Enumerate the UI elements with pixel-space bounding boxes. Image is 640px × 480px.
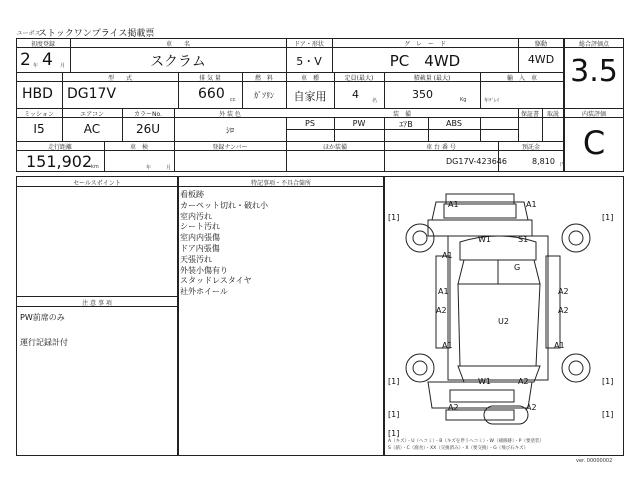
damage-mark: G [514, 263, 521, 272]
equipment-label: 装 備 [392, 111, 411, 118]
damage-mark: U2 [498, 317, 509, 326]
load-unit: Kg [460, 97, 467, 103]
import-note: 年ﾃﾞﾚｲ [484, 98, 500, 104]
note-item: スタッドレスタイヤ [180, 276, 252, 286]
damage-mark: A1 [526, 200, 537, 209]
sales-point-label: セールスポイント [73, 180, 121, 187]
note-item: 室内内張傷 [180, 233, 220, 243]
car-damage-diagram [384, 176, 624, 456]
capacity-label: 定員(最大) [344, 75, 374, 82]
legend-line: A（キズ）・U（ヘコミ）・B（キズを伴うヘコミ）・W（補修跡）・P（要塗装） [388, 439, 544, 444]
interior-score: C [582, 124, 606, 162]
damage-mark: S1 [518, 235, 529, 244]
damage-mark: A1 [554, 341, 565, 350]
interior-eval-label: 内装評価 [581, 111, 606, 118]
caution-item: 運行記録計付 [20, 338, 68, 347]
caution-label: 注 意 事 項 [82, 300, 112, 307]
special-notes-label: 特記事項・不具合箇所 [250, 180, 311, 187]
note-item: シート汚れ [180, 222, 220, 232]
car-name: スクラム [150, 54, 206, 70]
tire-mark: [1] [602, 410, 614, 419]
chassis-no: DG17V-423646 [446, 157, 507, 166]
recycle-fee: 8,810 [532, 157, 555, 166]
recycle-unit: 円 [560, 162, 566, 168]
car-type: 自家用 [293, 90, 327, 103]
manual-label: 取説 [546, 111, 559, 118]
month-unit: 月 [60, 63, 66, 69]
note-item: 社外ホイール [180, 287, 228, 297]
reg-number-label: 登録ナンバー [212, 144, 248, 151]
equipment-ps: PS [305, 119, 315, 128]
displacement-unit: cc [230, 97, 236, 103]
legend-line: S（錆）・C（腐食）・XX（交換済み）・X（要交換）・G（飛び石キズ） [388, 446, 529, 451]
first-reg-label: 初度登録 [30, 41, 55, 48]
tire-mark: [1] [388, 377, 400, 386]
inspection-year-unit: 年 [146, 165, 152, 171]
drive-label: 駆動 [534, 41, 547, 48]
damage-mark: A1 [438, 287, 449, 296]
door-shape-label: ドア・形状 [294, 41, 324, 48]
note-item: 天張汚れ [180, 254, 212, 264]
load: 350 [412, 88, 433, 101]
tire-mark: [1] [388, 429, 400, 438]
name-label: 車 名 [165, 41, 190, 48]
reg-month: 4 [42, 50, 53, 70]
model-code: DG17V [67, 86, 117, 102]
fuel-label: 燃 料 [254, 75, 273, 82]
model: HBD [22, 86, 53, 102]
mileage-unit: km [91, 164, 99, 170]
tire-mark: [1] [388, 213, 400, 222]
model-label: 型 式 [107, 75, 132, 82]
damage-mark: A2 [436, 306, 447, 315]
tire-mark: [1] [602, 377, 614, 386]
damage-mark: A2 [448, 403, 459, 412]
tire-mark: [1] [388, 410, 400, 419]
damage-mark: A2 [558, 287, 569, 296]
year-unit: 年 [33, 63, 39, 69]
reg-year: 2 [20, 50, 31, 70]
logo: ユーポス [16, 30, 41, 37]
drive: 4WD [527, 53, 555, 66]
mission-label: ミッション [24, 111, 54, 118]
mission: I5 [33, 122, 45, 136]
equipment-airbag: ｴｱB [399, 120, 413, 129]
grade: PC 4WD [389, 52, 461, 70]
aircon: AC [83, 122, 101, 136]
exterior-color: ｼﾛ [226, 126, 234, 135]
note-item: 室内汚れ [180, 211, 212, 221]
chassis-no-label: 車 台 番 号 [426, 144, 456, 151]
damage-mark: A2 [558, 306, 569, 315]
overall-score: 3.5 [570, 54, 618, 89]
capacity-unit: 名 [372, 98, 378, 104]
load-label: 積載量 (最大) [413, 75, 451, 82]
aircon-label: エアコン [80, 111, 104, 118]
grade-label: グ レ ー ド [403, 41, 446, 48]
insurance-label: 保証書 [520, 111, 539, 118]
damage-mark: W1 [478, 377, 491, 386]
inspection-month-unit: 月 [166, 165, 172, 171]
note-item: 外装小傷有り [180, 265, 228, 275]
equipment-abs: ABS [446, 119, 462, 128]
damage-mark: A1 [442, 341, 453, 350]
page-title: ストックワンプライス掲載票 [38, 29, 155, 39]
car-type-label: 車 種 [300, 75, 319, 82]
other-equipment-label: ほか装備 [322, 144, 347, 151]
note-item: ドア内張傷 [180, 243, 220, 253]
capacity: 4 [352, 88, 359, 101]
displacement: 660 [198, 86, 225, 102]
damage-mark: A1 [448, 200, 459, 209]
inspection-label: 車 検 [129, 144, 148, 151]
equipment-pw: PW [352, 119, 366, 128]
note-item: 看板跡 [180, 190, 204, 199]
tire-mark: [1] [602, 213, 614, 222]
damage-mark: W1 [478, 235, 491, 244]
overall-eval-label: 総合評価点 [578, 41, 609, 48]
mileage: 151,902 [26, 152, 93, 171]
mileage-label: 走行距離 [47, 144, 72, 151]
note-item: カーペット切れ・破れ小 [180, 200, 268, 210]
damage-mark: A1 [442, 251, 453, 260]
recycle-label: 預託金 [521, 144, 540, 151]
caution-item: PW前席のみ [20, 313, 65, 322]
import-label: 輸 入 車 [506, 75, 537, 82]
damage-mark: A2 [518, 377, 529, 386]
special-notes-list [180, 190, 268, 298]
color-no: 26U [135, 122, 161, 136]
exterior-color-label: 外 装 色 [219, 111, 241, 118]
color-no-label: カラーNo. [134, 111, 162, 118]
displacement-label: 排 気 量 [199, 75, 221, 82]
damage-mark: A2 [526, 403, 537, 412]
fuel: ｶﾞｿﾘﾝ [254, 91, 274, 100]
door-shape: 5・V [296, 55, 322, 68]
version: ver. 00000002 [576, 458, 613, 464]
